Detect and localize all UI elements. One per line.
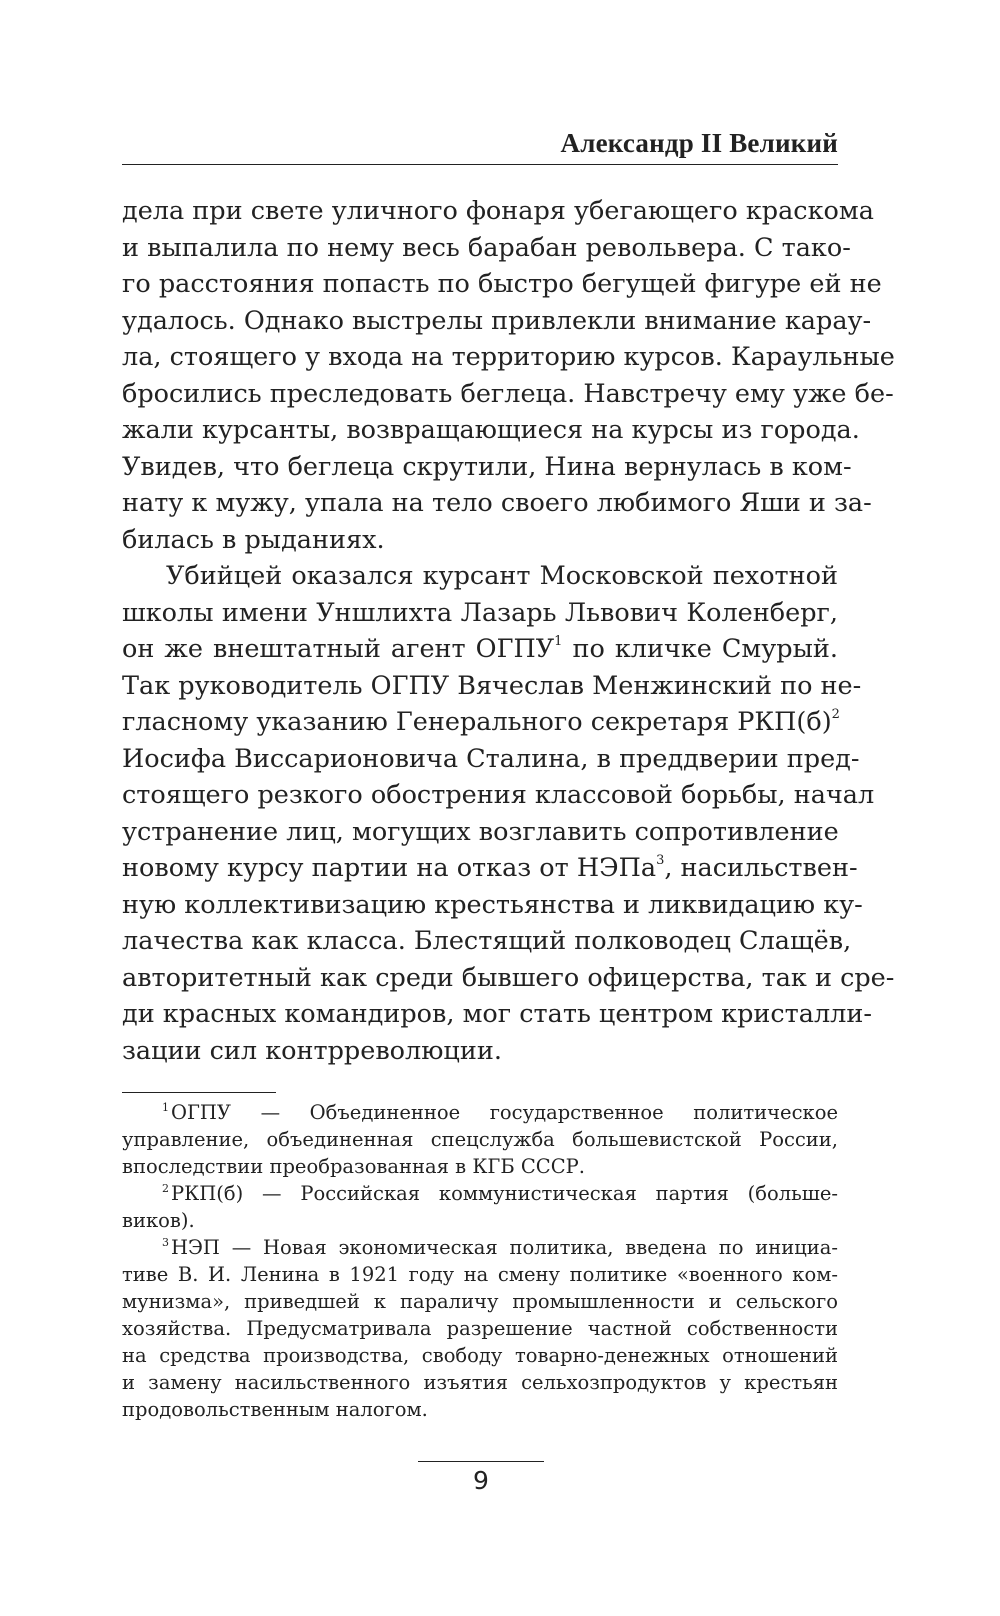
text-line: удалось. Однако выстрелы привлекли внимание карау- xyxy=(122,305,872,336)
footnote-2 xyxy=(122,1180,838,1207)
text-line: зации сил контрреволюции. xyxy=(122,1035,502,1066)
footnote-line: мунизма», приведшей к параличу промышленности и сельского xyxy=(122,1290,838,1313)
footnote-line: хозяйства. Предусматривала разрешение частной собственности xyxy=(122,1317,838,1340)
footnote-mark: 2 xyxy=(162,1182,169,1195)
footnote-3 xyxy=(122,1234,838,1261)
text-line: жали курсанты, возвращающиеся на курсы из города. xyxy=(122,415,860,445)
text-line: стоящего резкого обострения классовой борьбы, начал xyxy=(122,780,875,810)
footnote-rule xyxy=(122,1092,276,1093)
text-line: ди красных командиров, мог стать центром кристалли- xyxy=(122,999,872,1029)
footnote-mark: 3 xyxy=(162,1236,169,1249)
text-line xyxy=(122,850,858,887)
footnote-line: виков). xyxy=(122,1209,195,1232)
text-line: и выпалила по нему весь барабан револьвера. С тако- xyxy=(122,232,851,263)
footnote-text: НЭП — Новая экономическая политика, введена по инициа- xyxy=(171,1236,838,1259)
text-line: авторитетный как среди бывшего офицерства, так и сре- xyxy=(122,962,895,993)
text-fragment: гласному указанию Генерального секретаря РКП(б) xyxy=(122,707,832,737)
footnote-line: управление, объединенная спецслужба большевистской России, xyxy=(122,1128,838,1151)
footnote-line: продовольственным налогом. xyxy=(122,1398,428,1421)
footnote-ref-1[interactable]: 1 xyxy=(554,634,563,649)
text-fragment: новому курсу партии на отказ от НЭПа xyxy=(122,853,657,883)
footnote-1 xyxy=(122,1099,838,1126)
text-line: школы имени Уншлихта Лазарь Львович Коленберг, xyxy=(122,597,838,628)
footnote-text: ОГПУ — Объединенное государственное политическое xyxy=(171,1101,838,1124)
text-fragment: , насильствен- xyxy=(664,853,858,883)
footnote-ref-3[interactable]: 3 xyxy=(656,853,665,868)
text-line: Убийцей оказался курсант Московской пехотной xyxy=(166,561,838,591)
text-line xyxy=(122,704,838,741)
text-line: бросились преследовать беглеца. Навстречу ему уже бе- xyxy=(122,378,894,409)
footnote-line: на средства производства, свободу товарно-денежных отношений xyxy=(122,1344,838,1367)
text-line: го расстояния попасть по быстро бегущей фигуре ей не xyxy=(122,269,882,299)
footnotes xyxy=(122,1099,838,1423)
running-header: Александр II Великий xyxy=(560,128,838,158)
page-number: 9 xyxy=(473,1466,489,1495)
text-fragment: он же внештатный агент ОГПУ xyxy=(122,634,555,664)
footnote-ref-2[interactable]: 2 xyxy=(831,707,840,722)
text-line: ную коллективизацию крестьянства и ликвидацию ку- xyxy=(122,889,863,920)
text-line xyxy=(122,631,838,668)
text-line: устранение лиц, могущих возглавить сопротивление xyxy=(122,816,839,847)
text-line: нату к мужу, упала на тело своего любимого Яши и за- xyxy=(122,488,872,518)
footnote-mark: 1 xyxy=(162,1101,169,1114)
text-line: Иосифа Виссарионовича Сталина, в преддверии пред- xyxy=(122,743,860,774)
main-text xyxy=(122,193,895,1069)
text-line: Увидев, что беглеца скрутили, Нина вернулась в ком- xyxy=(122,451,852,482)
footnote-line: тиве В. И. Ленина в 1921 году на смену политике «военного ком- xyxy=(122,1263,838,1286)
text-line: билась в рыданиях. xyxy=(122,524,385,555)
text-line: дела при свете уличного фонаря убегающего краскома xyxy=(122,196,874,226)
footnote-line: и замену насильственного изъятия сельхозпродуктов у крестьян xyxy=(122,1371,838,1394)
footnote-text: РКП(б) — Российская коммунистическая партия (больше- xyxy=(171,1182,838,1205)
text-fragment: по кличке Смурый. xyxy=(562,634,838,664)
text-line: Так руководитель ОГПУ Вячеслав Менжинский по не- xyxy=(122,670,862,701)
text-line: ла, стоящего у входа на территорию курсов. Караульные xyxy=(122,342,895,372)
footnote-line: впоследствии преобразованная в КГБ СССР. xyxy=(122,1155,585,1178)
page-number-rule xyxy=(418,1461,544,1462)
header-rule xyxy=(122,164,838,165)
text-line: лачества как класса. Блестящий полководец Слащёв, xyxy=(122,926,852,956)
